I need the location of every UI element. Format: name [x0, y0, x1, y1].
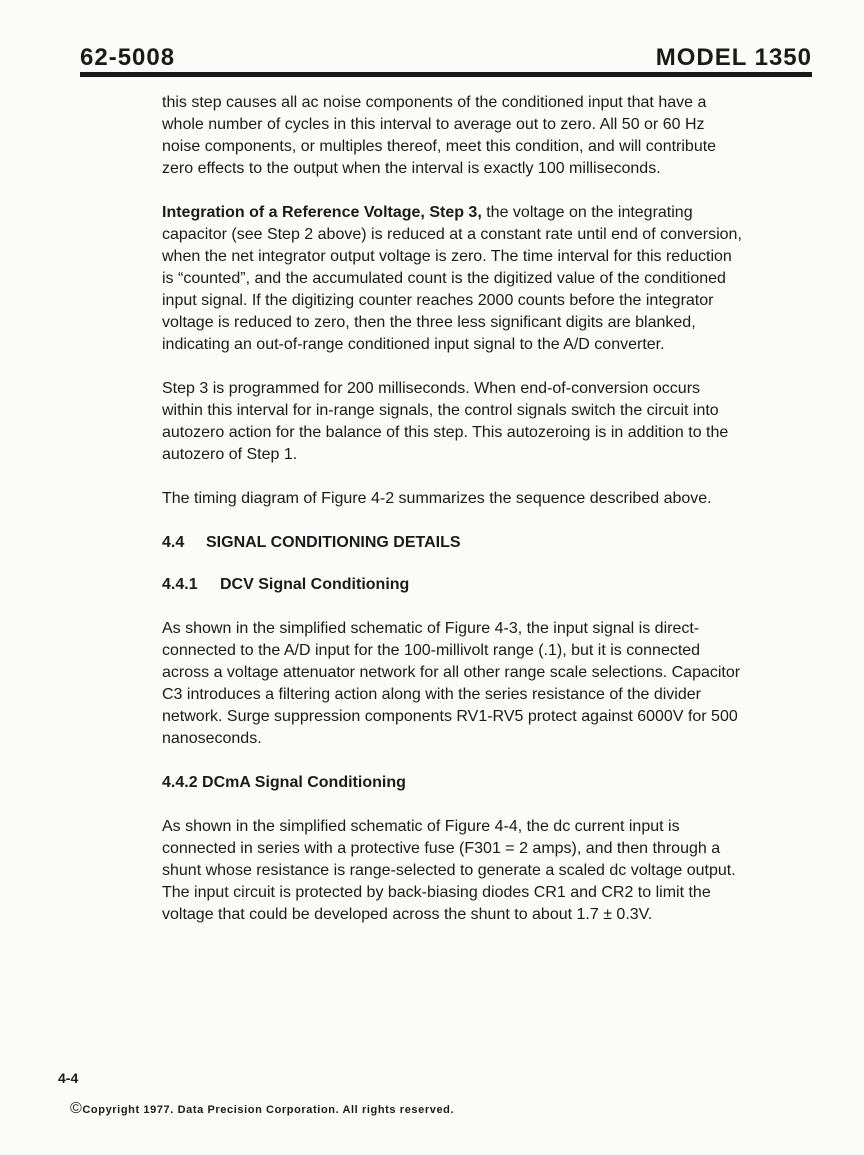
document-number: 62-5008: [80, 44, 176, 71]
paragraph-1: this step causes all ac noise components of the conditioned input that have a whole number of cycles in this interval to average out to zero. All 50 or 60 Hz noise components, or multiples thereof, meet this condition, and will contribute zero effects to the output when the interval is exactly 100 milliseconds.: [162, 94, 717, 177]
section-4-4-heading: [162, 532, 742, 554]
page-content: [162, 92, 742, 948]
model-title: MODEL 1350: [655, 44, 812, 71]
copyright-symbol: ©: [70, 1100, 83, 1117]
section-4-4-number: 4.4: [162, 534, 185, 551]
section-4-4-1-paragraph: As shown in the simplified schematic of Figure 4-3, the input signal is direct-connected to the A/D input for the 100-millivolt range (.1), but it is connected across a voltage attenuator network for all other range scale selections. Capacitor C3 introduces a filtering action along with the series resistance of the divider network. Surge suppression components RV1-RV5 protect against 6000V for 500 nanoseconds.: [162, 620, 741, 747]
header-rule: [80, 72, 812, 77]
copyright-notice: [70, 1100, 454, 1118]
section-4-4-title: SIGNAL CONDITIONING DETAILS: [206, 534, 461, 551]
section-4-4-1-heading: [162, 574, 742, 596]
step3-text: the voltage on the integrating capacitor (see Step 2 above) is reduced at a constant rate until end of conversion, when the net integrator output voltage is zero. The time interval for this reduction is “counted”, and the accumulated count is the digitized value of the conditioned input signal. If the digitizing counter reaches 2000 counts before the integrator voltage is reduced to zero, then the three less significant digits are blanked, indicating an out-of-range conditioned input signal to the A/D converter.: [162, 204, 742, 353]
section-4-4-1-number: 4.4.1: [162, 576, 198, 593]
section-4-4-2-paragraph: As shown in the simplified schematic of Figure 4-4, the dc current input is connected in series with a protective fuse (F301 = 2 amps), and then through a shunt whose resistance is range-selected to generate a scaled dc voltage output. The input circuit is protected by back-biasing diodes CR1 and CR2 to limit the voltage that could be developed across the shunt to about 1.7 ± 0.3V.: [162, 818, 736, 923]
copyright-text: Copyright 1977. Data Precision Corporation. All rights reserved.: [82, 1104, 455, 1116]
step3-lead: Integration of a Reference Voltage, Step 3,: [162, 204, 482, 221]
section-4-4-1-title: DCV Signal Conditioning: [220, 576, 410, 593]
paragraph-3: Step 3 is programmed for 200 milliseconds. When end-of-conversion occurs within this interval for in-range signals, the control signals switch the circuit into autozero action for the balance of this step. This autozeroing is in addition to the autozero of Step 1.: [162, 380, 729, 463]
paragraph-2: [162, 202, 742, 356]
page-header: [80, 44, 812, 74]
paragraph-4: The timing diagram of Figure 4-2 summarizes the sequence described above.: [162, 490, 712, 507]
section-4-4-2-heading: 4.4.2 DCmA Signal Conditioning: [162, 774, 406, 791]
page-number: 4-4: [58, 1070, 79, 1086]
